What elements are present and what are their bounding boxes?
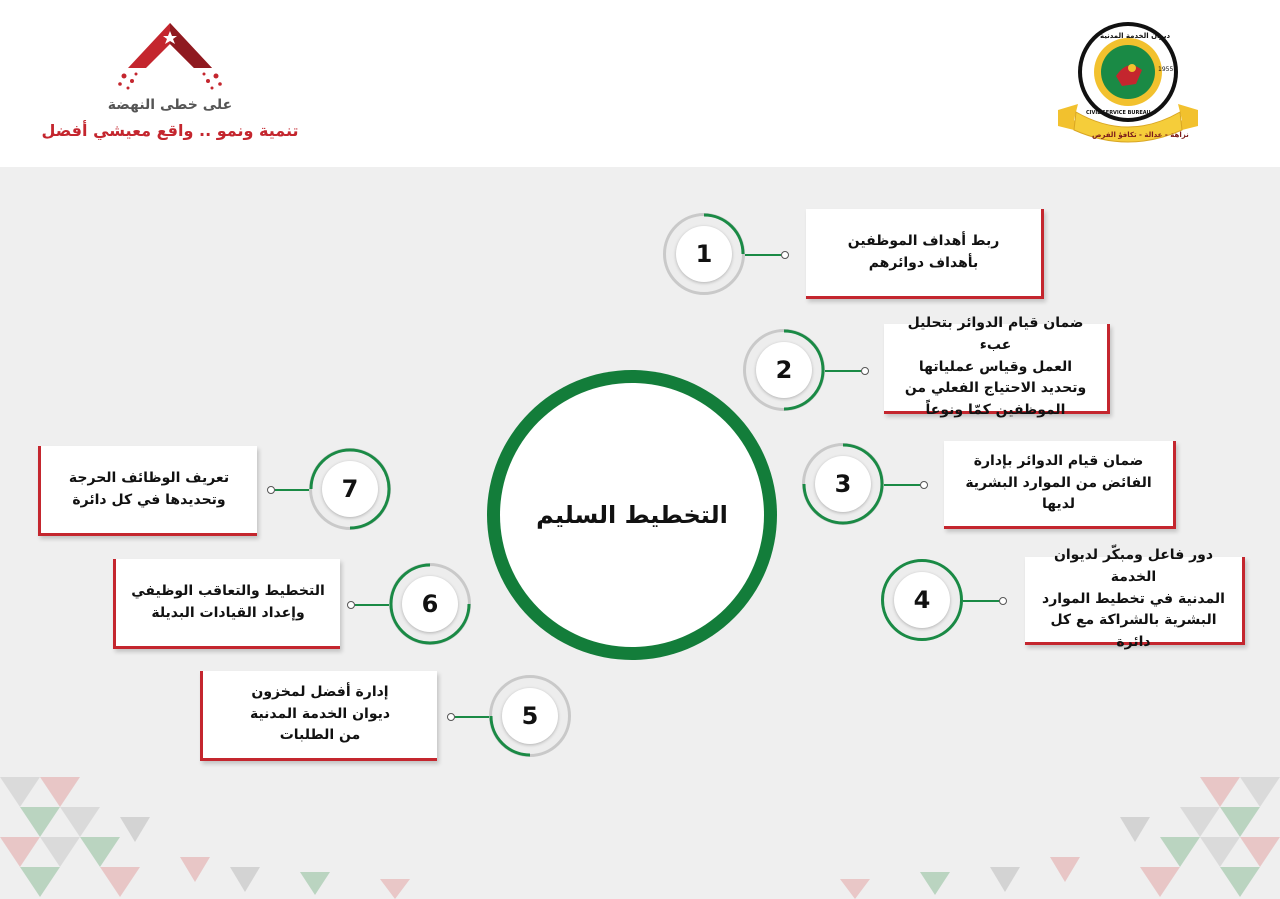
emblem-year: 1955 [1158, 66, 1174, 73]
diagram-area [0, 167, 1280, 899]
connector-dot-6 [347, 601, 355, 609]
item-text-2: ضمان قيام الدوائر بتحليل عبء العمل وقياس عملياتها وتحديد الاحتياج الفعلي من الموظفين كمّا ونوعاً [904, 315, 1087, 419]
number-badge-7 [309, 448, 391, 530]
number-badge-1 [663, 213, 745, 295]
number-badge-4 [881, 559, 963, 641]
connector-line-4 [963, 600, 999, 602]
item-text-4: دور فاعل ومبكّر لديوان الخدمة المدنية في تخطيط الموارد البشرية بالشراكة مع كل دائرة [1042, 547, 1225, 651]
number-label-6: 6 [402, 576, 458, 632]
connector-line-1 [745, 254, 781, 256]
item-box-2 [884, 315, 1110, 419]
civil-service-bureau-emblem [1052, 20, 1204, 148]
center-title: التخطيط السليم [536, 501, 728, 529]
connector-dot-3 [920, 481, 928, 489]
slogan-logo [40, 18, 310, 148]
header [0, 0, 1280, 167]
number-label-4: 4 [894, 572, 950, 628]
slogan-line-1: على خطى النهضة [107, 97, 233, 113]
emblem-ring-text: ديوان الخدمة المدنية [1100, 32, 1171, 40]
connector-dot-5 [447, 713, 455, 721]
number-badge-3 [802, 443, 884, 525]
item-box-1 [806, 209, 1044, 299]
item-box-7 [38, 446, 257, 536]
number-badge-5 [489, 675, 571, 757]
connector-dot-4 [999, 597, 1007, 605]
number-label-2: 2 [756, 342, 812, 398]
item-text-5: إدارة أفضل لمخزون ديوان الخدمة المدنية من الطلبات [249, 683, 391, 744]
item-text-1: ربط أهداف الموظفين بأهداف دوائرهم [847, 232, 1000, 271]
connector-dot-1 [781, 251, 789, 259]
number-label-3: 3 [815, 456, 871, 512]
connector-line-7 [275, 489, 309, 491]
number-badge-6 [389, 563, 471, 645]
connector-line-2 [825, 370, 861, 372]
item-text-7: تعريف الوظائف الحرجة وتحديدها في كل دائرة [68, 469, 230, 508]
item-box-4 [1025, 547, 1245, 651]
item-box-6 [113, 559, 340, 649]
connector-dot-7 [267, 486, 275, 494]
emblem-english-text: CIVIL SERVICE BUREAU [1086, 110, 1151, 116]
item-box-3 [944, 441, 1176, 529]
connector-line-5 [455, 716, 489, 718]
number-label-1: 1 [676, 226, 732, 282]
item-box-5 [200, 671, 437, 761]
slogan-line-2: تنمية ونمو .. واقع معيشي أفضل [41, 121, 299, 140]
item-text-3: ضمان قيام الدوائر بإدارة الفائض من الموارد البشرية لديها [965, 452, 1152, 513]
number-badge-2 [743, 329, 825, 411]
crown-chevron-icon [110, 18, 230, 98]
connector-line-3 [884, 484, 920, 486]
number-label-7: 7 [322, 461, 378, 517]
emblem-ribbon-text: نزاهة - عدالة - تكافؤ الفرص [1092, 131, 1189, 139]
center-circle [487, 370, 777, 660]
connector-line-6 [355, 604, 389, 606]
item-text-6: التخطيط والتعاقب الوظيفي وإعداد القيادات البديلة [131, 582, 325, 621]
connector-dot-2 [861, 367, 869, 375]
number-label-5: 5 [502, 688, 558, 744]
